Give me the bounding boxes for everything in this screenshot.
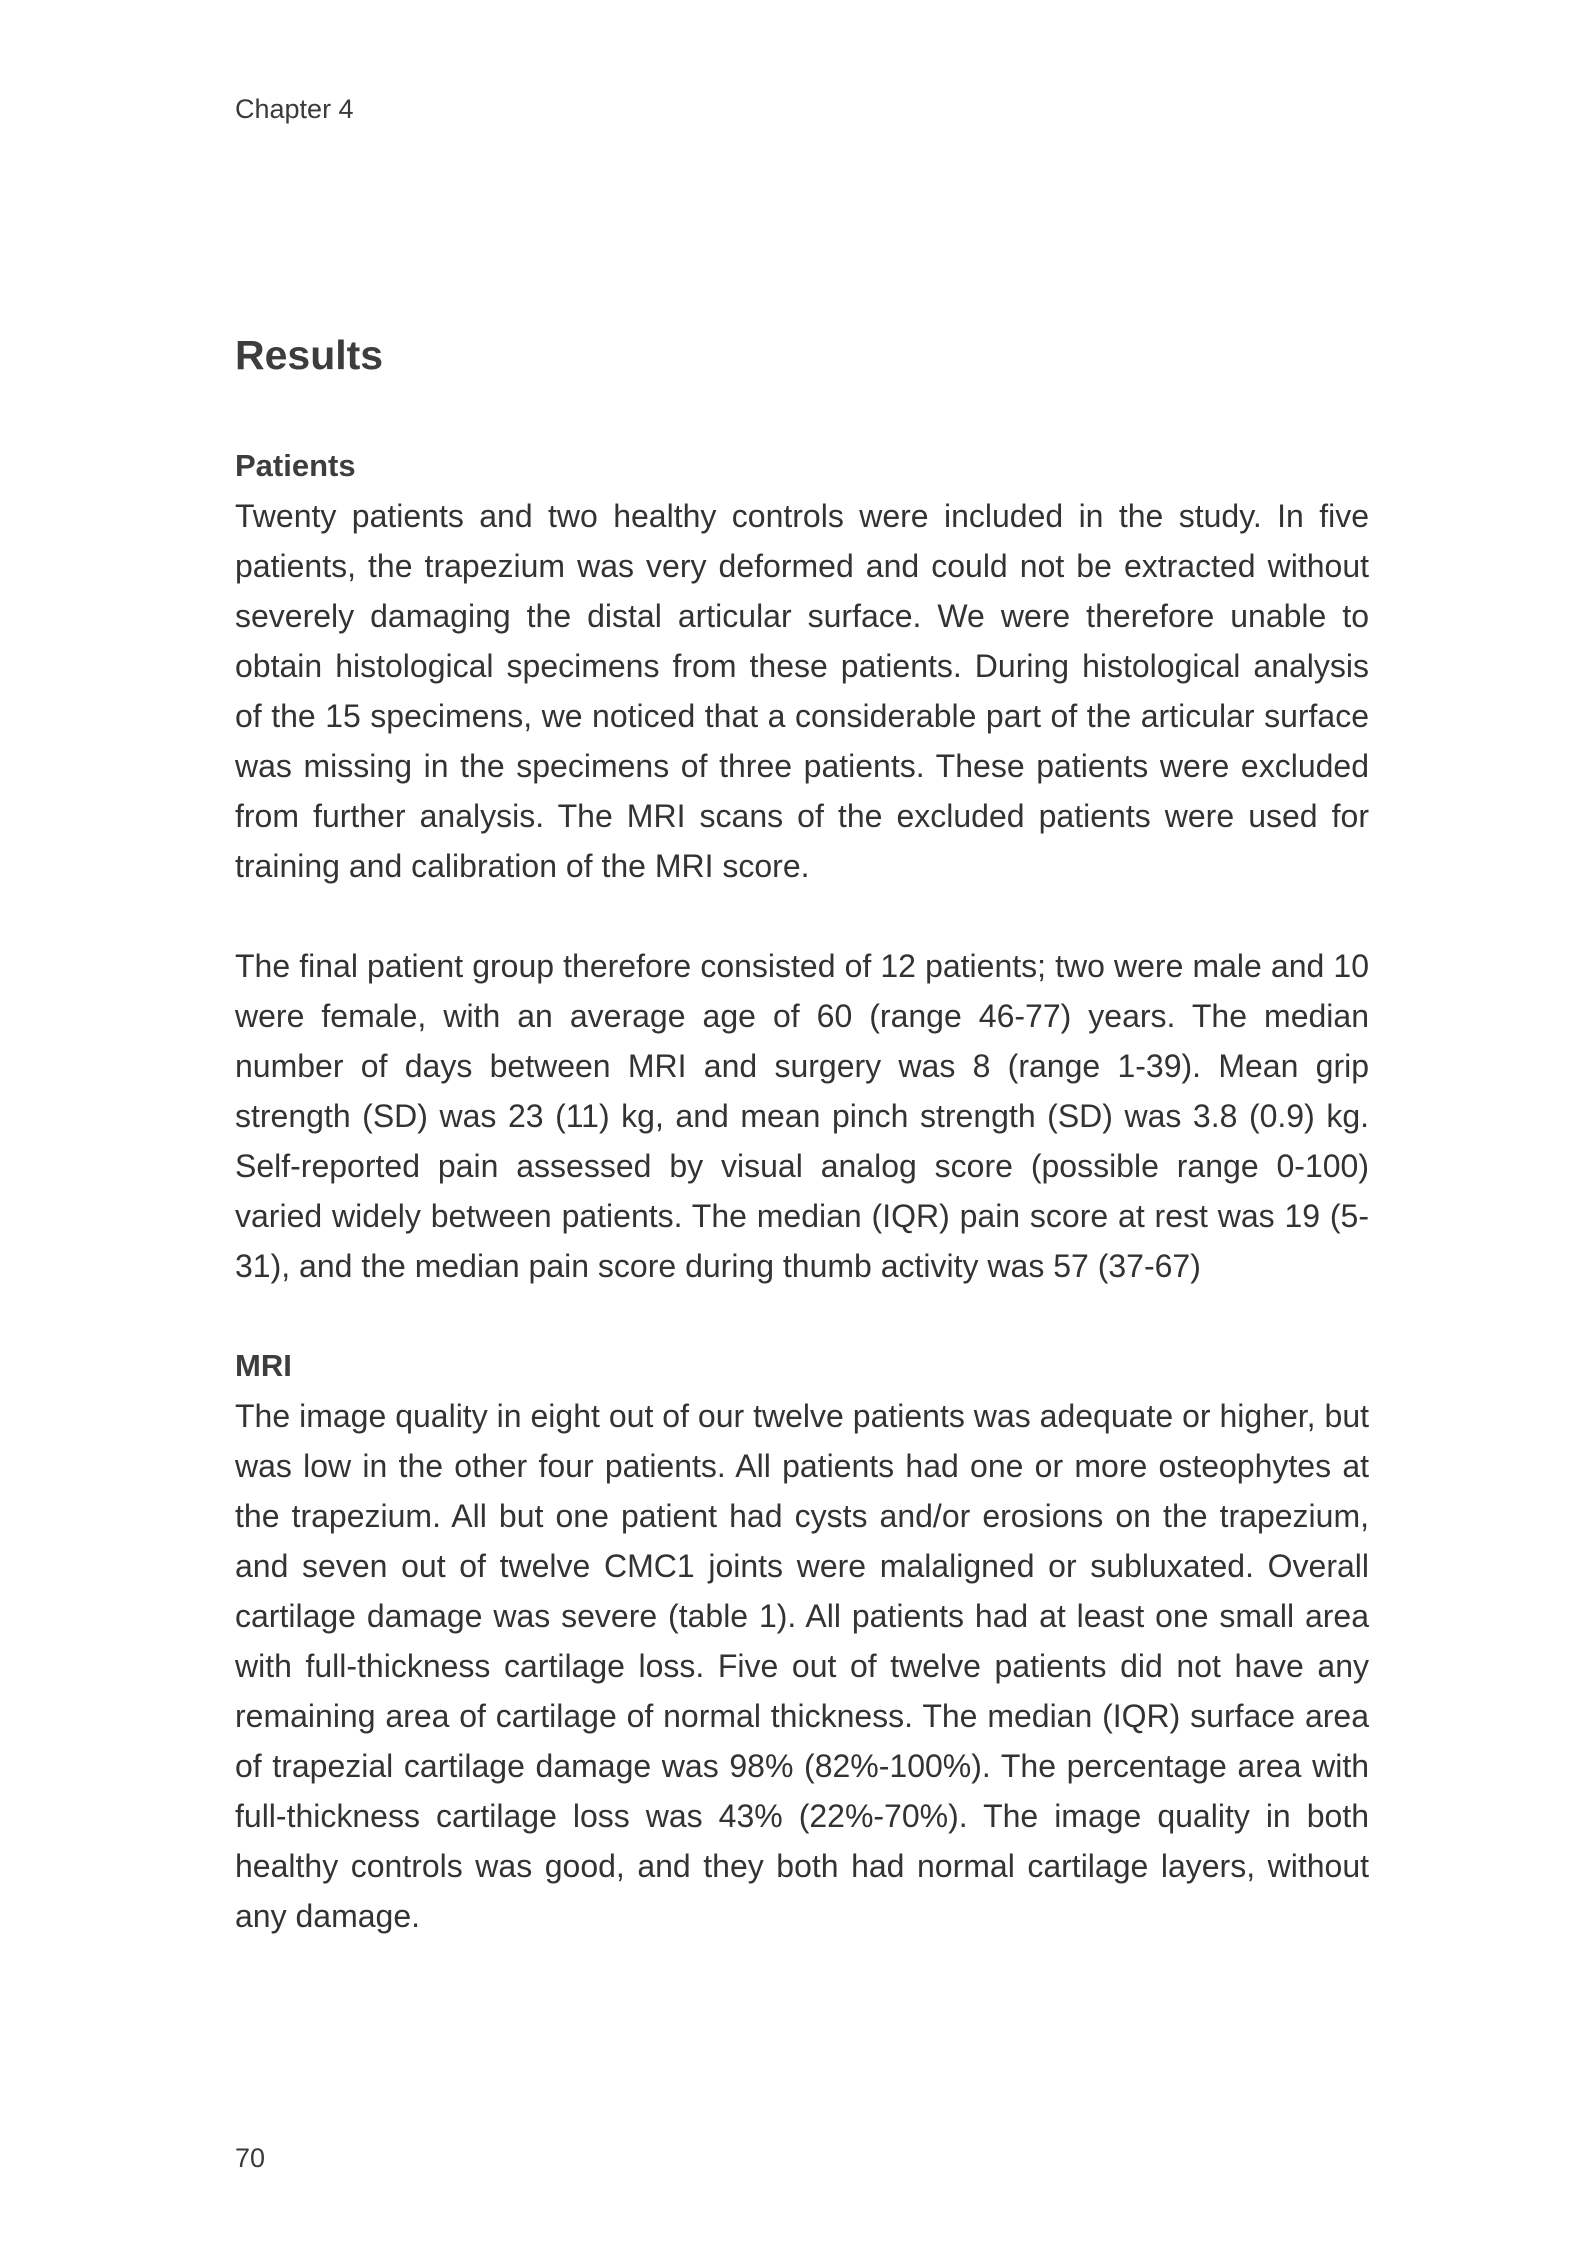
- page-number: 70: [235, 2143, 266, 2173]
- patients-paragraph-2: The final patient group therefore consisted of 12 patients; two were male and 10 were female, with an average age of 60 (range 46-77) years. The median number of days between MRI and surgery was 8 (range 1-39). Mean grip strength (SD) was 23 (11) kg, and mean pinch strength (SD) was 3.8 (0.9) kg. Self-reported pain assessed by visual analog score (possible range 0-100) varied widely between patients. The median (IQR) pain score at rest was 19 (5-31), and the median pain score during thumb activity was 57 (37-67): [235, 948, 1369, 1284]
- section-title: Results: [235, 332, 384, 378]
- patients-paragraph-1: Twenty patients and two healthy controls were included in the study. In five patients, the trapezium was very deformed and could not be extracted without severely damaging the distal articular surface. We were therefore unable to obtain histological specimens from these patients. During histological analysis of the 15 specimens, we noticed that a considerable part of the articular surface was missing in the specimens of three patients. These patients were excluded from further analysis. The MRI scans of the excluded patients were used for training and calibration of the MRI score.: [235, 498, 1369, 884]
- main-content: [235, 325, 1369, 1941]
- subsection-title-patients: Patients: [235, 448, 356, 483]
- running-head: Chapter 4: [235, 94, 354, 124]
- subsection-title-mri: MRI: [235, 1348, 292, 1383]
- mri-paragraph-1: The image quality in eight out of our twelve patients was adequate or higher, but was low in the other four patients. All patients had one or more osteophytes at the trapezium. All but one patient had cysts and/or erosions on the trapezium, and seven out of twelve CMC1 joints were malaligned or subluxated. Overall cartilage damage was severe (table 1). All patients had at least one small area with full-thickness cartilage loss. Five out of twelve patients did not have any remaining area of cartilage of normal thickness. The median (IQR) surface area of trapezial cartilage damage was 98% (82%-100%). The percentage area with full-thickness cartilage loss was 43% (22%-70%). The image quality in both healthy controls was good, and they both had normal cartilage layers, without any damage.: [235, 1398, 1369, 1934]
